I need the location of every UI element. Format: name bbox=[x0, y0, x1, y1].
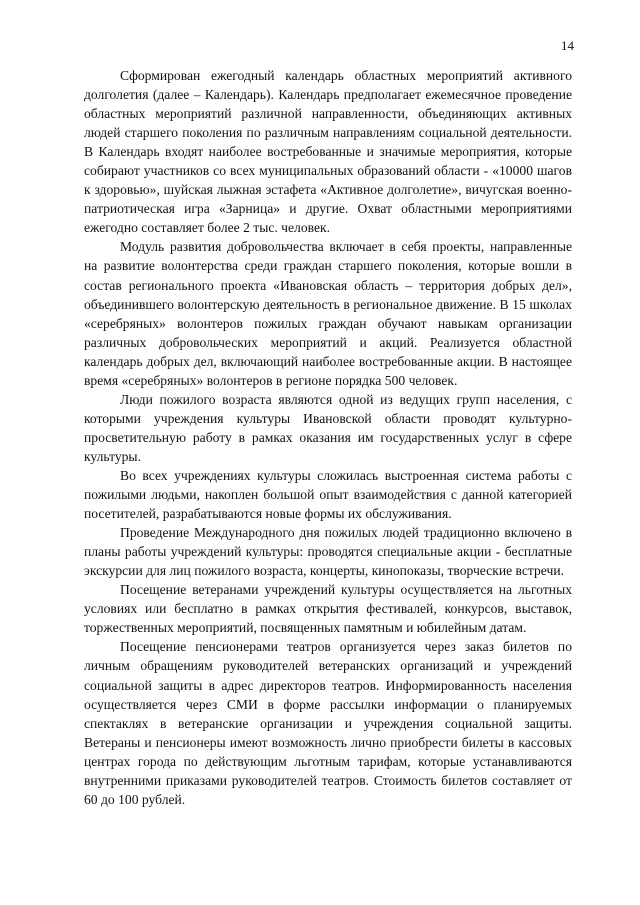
paragraph-culture-institutions: Во всех учреждениях культуры сложилась выстроенная система работы с пожилыми людьми, накоплен большой опыт взаимодействия с данной категорией посетителей, разрабатываются новые формы их обслуживания. bbox=[84, 467, 572, 522]
paragraph-theatre-tickets: Посещение пенсионерами театров организуется через заказ билетов по личным обращениям руководителей ветеранских организаций и учреждений социальной защиты в адрес директоров театров. Информированность населения осуществляется через СМИ в форме рассылки информации о планируемых спектаклях в ветеранские организации и учреждения социальной защиты. Ветераны и пенсионеры имеют возможность лично приобрести билеты в кассовых центрах города по действующим льготным тарифам, которые устанавливаются внутренними приказами руководителей театров. Стоимость билетов составляет от 60 до 100 рублей. bbox=[84, 639, 572, 807]
paragraph-international-day: Проведение Международного дня пожилых людей традиционно включено в планы работы учреждений культуры: проводятся специальные акции - бесплатные экскурсии для лиц пожилого возраста, концерты, кинопоказы, творческие встречи. bbox=[84, 525, 572, 579]
paragraph-elderly-culture: Люди пожилого возраста являются одной из ведущих групп населения, с которыми учреждения культуры Ивановской области проводят культурно-просветительную работу в рамках оказания им государственных услуг в сфере культуры. bbox=[84, 391, 572, 464]
paragraph-volunteering: Модуль развития добровольчества включает в себя проекты, направленные на развитие волонтерства среди граждан старшего поколения, которые вошли в состав регионального проекта «Ивановская область – территория добрых дел», объединившего волонтерскую деятельность в региональное движение. В 15 школах «серебряных» волонтеров пожилых граждан обучают навыкам организации различных добровольческих мероприятий и акций. Реализуется областной календарь добрых дел, включающий наиболее востребованные акции. В настоящее время «серебряных» волонтеров в регионе порядка 500 человек. bbox=[84, 239, 572, 388]
paragraph-calendar: Сформирован ежегодный календарь областных мероприятий активного долголетия (далее – Календарь). Календарь предполагает ежемесячное проведение областных мероприятий различной направленности, объединяющих активных людей старшего поколения по различным направлениям социальной деятельности. В Календарь входят наиболее востребованные и значимые мероприятия, которые собирают участников со всех муниципальных образований области - «10000 шагов к здоровью», шуйская лыжная эстафета «Активное долголетие», вичугская военно-патриотическая игра «Зарница» и другие. Охват областными мероприятиями ежегодно составляет более 2 тыс. человек. bbox=[84, 68, 572, 236]
body-text bbox=[84, 66, 572, 809]
page-number: 14 bbox=[561, 38, 574, 53]
paragraph-veterans-visits: Посещение ветеранами учреждений культуры осуществляется на льготных условиях или бесплатно в рамках открытия фестивалей, конкурсов, выставок, торжественных мероприятий, посвященных памятным и юбилейным датам. bbox=[84, 582, 572, 636]
